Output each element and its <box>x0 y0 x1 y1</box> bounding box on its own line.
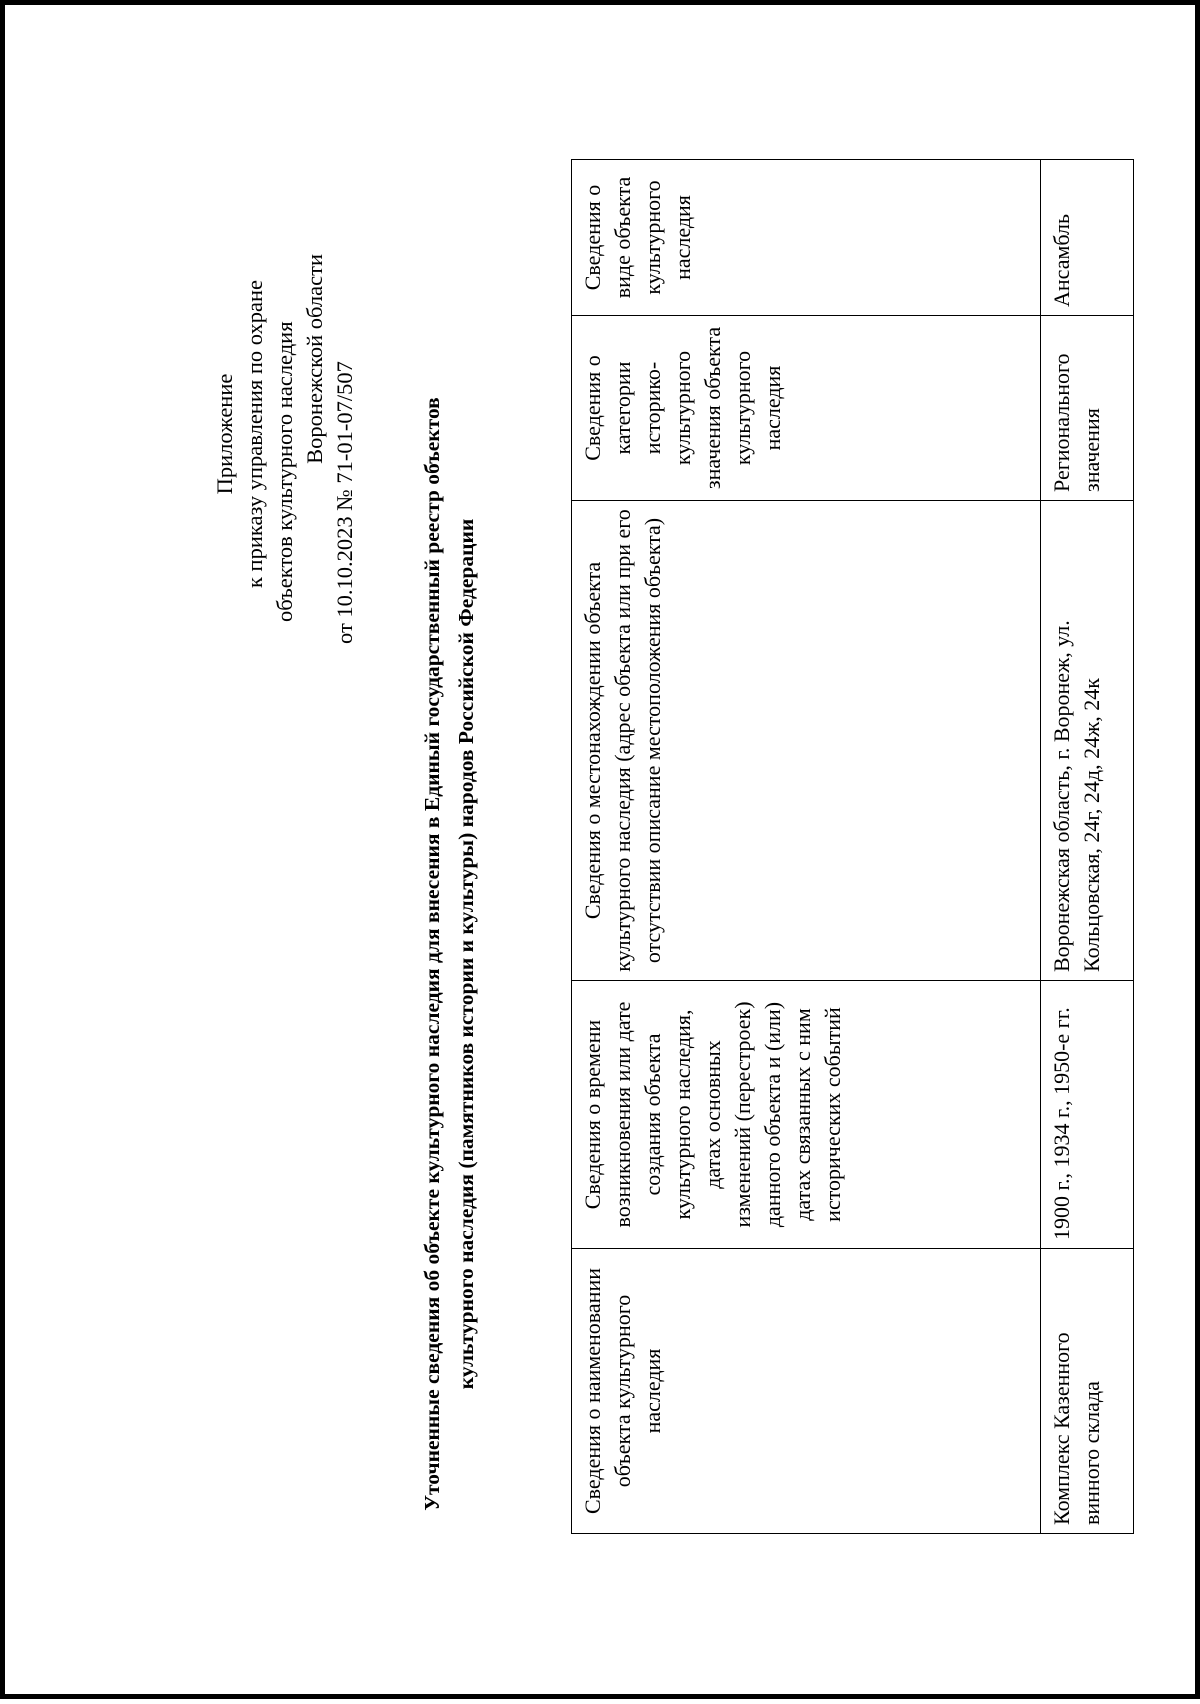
appendix-line-4: Воронежской области <box>302 254 327 464</box>
rotated-content <box>5 5 1200 1704</box>
cell-dates: 1900 г., 1934 г., 1950-е гг. <box>1041 981 1134 1249</box>
table-row <box>1041 160 1134 1534</box>
appendix-line-1: Приложение <box>212 373 237 495</box>
header-kind: Сведения о виде объекта культурного наследия <box>572 160 1041 316</box>
header-category: Сведения о категории историко-культурного значения объекта культурного наследия <box>572 316 1041 501</box>
appendix-line-3: объектов культурного наследия <box>272 321 297 622</box>
header-address: Сведения о местонахождении объекта культурного наследия (адрес объекта или при его отсутствии описание местоположения объекта) <box>572 501 1041 981</box>
heritage-table <box>571 159 1134 1534</box>
cell-name: Комплекс Казенного винного склада <box>1041 1249 1134 1534</box>
cell-address: Воронежская область, г. Воронеж, ул. Кольцовская, 24г, 24д, 24ж, 24к <box>1041 501 1134 981</box>
appendix-line-2: к приказу управления по охране <box>242 280 267 589</box>
cell-kind: Ансамбль <box>1041 160 1134 316</box>
header-name: Сведения о наименовании объекта культурного наследия <box>572 1249 1041 1534</box>
header-dates: Сведения о времени возникновения или дате создания объекта культурного наследия, датах основных изменений (перестроек) данного объекта и (или) датах связанных с ним исторических событий <box>572 981 1041 1249</box>
table-header-row <box>572 160 1041 1534</box>
appendix-block <box>210 224 360 644</box>
cell-category: Регионального значения <box>1041 316 1134 501</box>
document-title: Уточненные сведения об объекте культурного наследия для внесения в Единый государственный реестр объектов культурного наследия (памятников истории и культуры) народов Российской Федерации <box>420 397 478 1511</box>
appendix-line-5: от 10.10.2023 № 71-01-07/507 <box>332 361 357 644</box>
